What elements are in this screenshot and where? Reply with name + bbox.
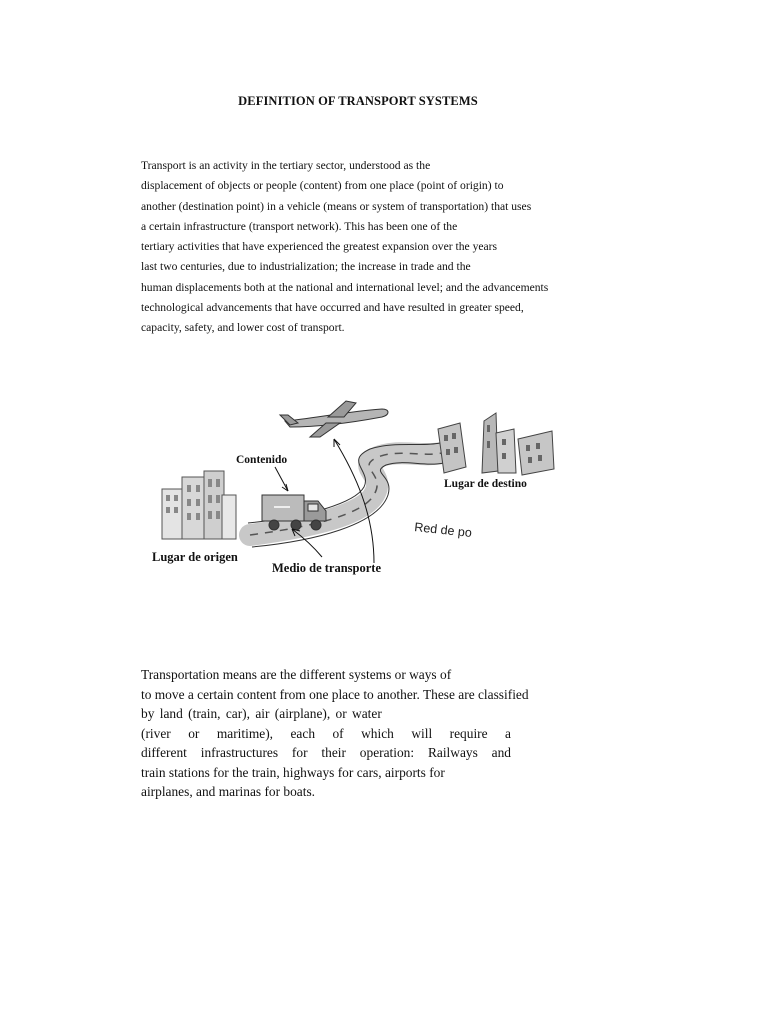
paragraph-transportation-means [141,665,529,802]
paragraph-line: displacement of objects or people (content) from one place (point of origin) to [141,179,504,193]
paragraph-line: Transport is an activity in the tertiary sector, understood as the [141,159,431,172]
paragraph-line: Transportation means are the different systems or ways of [141,667,452,682]
paragraph-line: technological advancements that have occurred and have resulted in greater speed, [141,301,524,315]
destination-buildings-icon [438,413,554,475]
label-lugar-origen: Lugar de origen [152,550,238,564]
airplane-icon [280,401,388,437]
paragraph-line: airplanes, and marinas for boats. [141,784,316,799]
paragraph-line: (river or maritime), each of which will require a [141,725,511,741]
document-title: DEFINITION OF TRANSPORT SYSTEMS [238,94,478,108]
paragraph-line: human displacements both at the national and international level; and the advancements [141,280,549,294]
paragraph-line: different infrastructures for their operation: Railways and [141,745,511,760]
paragraph-line: a certain infrastructure (transport network). This has been one of the [141,219,458,233]
illustration-svg [150,395,570,585]
paragraph-transport-definition [141,156,548,339]
label-contenido: Contenido [236,454,288,466]
paragraph-line: capacity, safety, and lower cost of transport. [141,321,345,335]
label-medio-transporte: Medio de transporte [272,561,382,575]
truck-icon [262,495,326,530]
transport-system-illustration [150,395,570,585]
origin-buildings-icon [162,471,236,539]
label-red: Red de po [413,520,473,541]
paragraph-line: last two centuries, due to industrialization; the increase in trade and the [141,260,471,274]
label-lugar-destino: Lugar de destino [444,478,527,490]
paragraph-line: to move a certain content from one place to another. These are classified [141,686,529,702]
paragraph-line: train stations for the train, highways for cars, airports for [141,764,445,780]
paragraph-line: tertiary activities that have experienced the greatest expansion over the years [141,240,498,254]
paragraph-line: another (destination point) in a vehicle (means or system of transportation) that uses [141,199,532,213]
paragraph-line: by land (train, car), air (airplane), or water [141,706,382,721]
